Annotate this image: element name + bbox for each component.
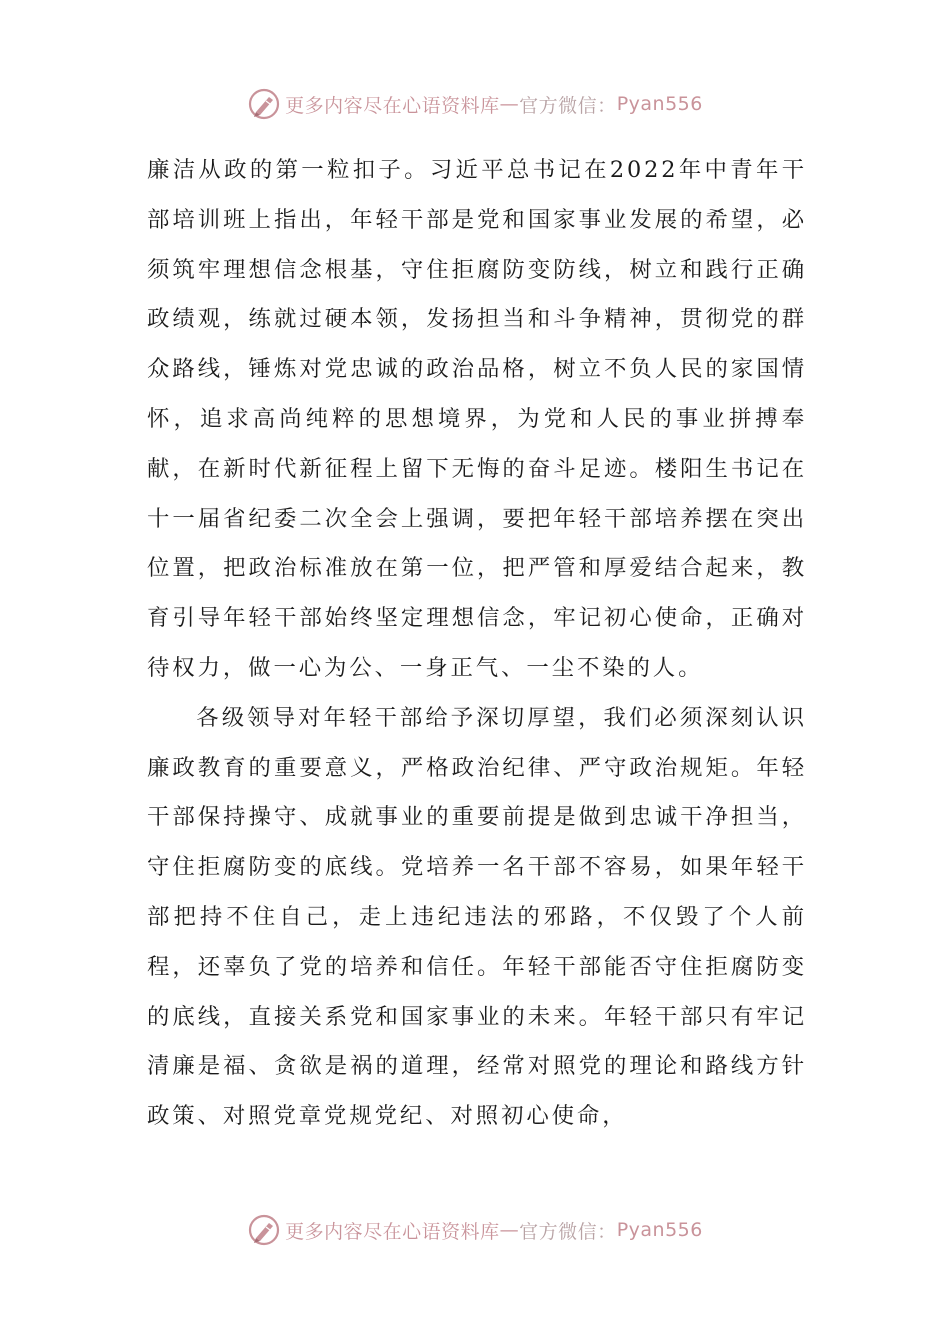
watermark-wechat-label: 官方微信： [519,94,617,117]
footer-watermark [0,1210,950,1250]
watermark-wechat-id: Pyan556 [616,93,703,115]
watermark-brand: 更多内容尽在心语资料库 [285,94,500,117]
watermark-brand: 更多内容尽在心语资料库 [285,1220,500,1243]
watermark-wechat-id: Pyan556 [616,1219,703,1241]
document-body [147,146,807,1142]
watermark-separator: — [499,1219,520,1241]
pen-logo-icon [247,87,281,121]
watermark-wechat-label: 官方微信： [519,1220,617,1243]
header-watermark [0,84,950,124]
paragraph: 廉洁从政的第一粒扣子。习近平总书记在2022年中青年干部培训班上指出，年轻干部是党和国家事业发展的希望，必须筑牢理想信念根基，守住拒腐防变防线，树立和践行正确政绩观，练就过硬本领，发扬担当和斗争精神，贯彻党的群众路线，锤炼对党忠诚的政治品格，树立不负人民的家国情怀，追求高尚纯粹的思想境界，为党和人民的事业拼搏奉献，在新时代新征程上留下无悔的奋斗足迹。楼阳生书记在十一届省纪委二次全会上强调，要把年轻干部培养摆在突出位置，把政治标准放在第一位，把严管和厚爱结合起来，教育引导年轻干部始终坚定理想信念，牢记初心使命，正确对待权力，做一心为公、一身正气、一尘不染的人。 [147,157,807,681]
pen-logo-icon [247,1213,281,1247]
watermark-separator: — [499,93,520,115]
paragraph: 各级领导对年轻干部给予深切厚望，我们必须深刻认识廉政教育的重要意义，严格政治纪律、严守政治规矩。年轻干部保持操守、成就事业的重要前提是做到忠诚干净担当，守住拒腐防变的底线。党培养一名干部不容易，如果年轻干部把持不住自己，走上违纪违法的邪路，不仅毁了个人前程，还辜负了党的培养和信任。年轻干部能否守住拒腐防变的底线，直接关系党和国家事业的未来。年轻干部只有牢记清廉是福、贪欲是祸的道理，经常对照党的理论和路线方针政策、对照党章党规党纪、对照初心使命， [147,704,807,1130]
